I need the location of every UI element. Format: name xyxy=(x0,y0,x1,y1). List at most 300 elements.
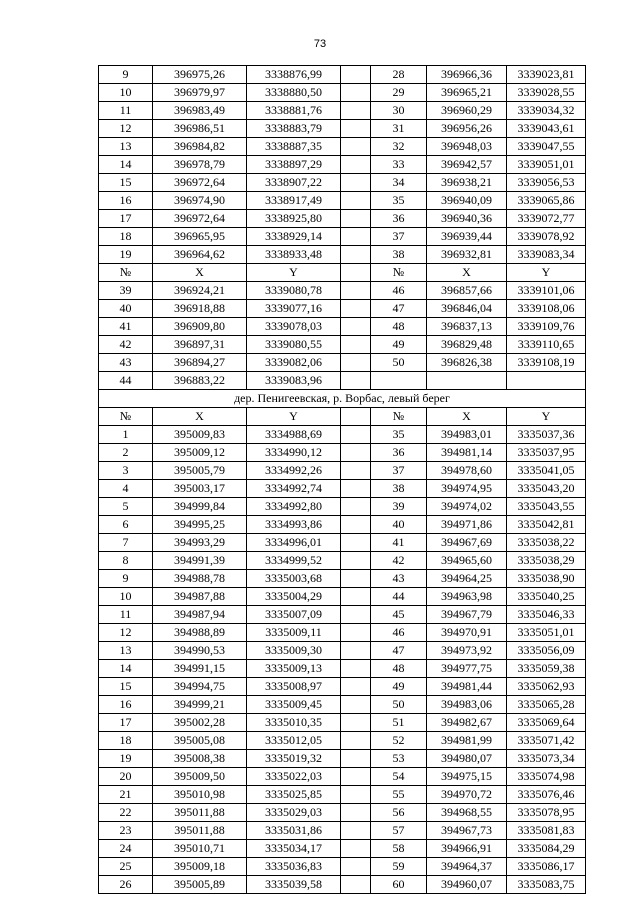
cell-point-number-left: 43 xyxy=(99,354,153,372)
cell-y-left: 3335034,17 xyxy=(247,840,341,858)
cell-x-right: 394981,44 xyxy=(427,678,507,696)
table-row xyxy=(99,426,586,444)
cell-point-number-left: 42 xyxy=(99,336,153,354)
table-row xyxy=(99,246,586,264)
cell-point-number-right: 38 xyxy=(371,246,427,264)
cell-point-number-left: 23 xyxy=(99,822,153,840)
cell-x-right: 394964,25 xyxy=(427,570,507,588)
cell-empty-col xyxy=(341,120,371,138)
table-row xyxy=(99,876,586,894)
cell-y-right: 3339110,65 xyxy=(507,336,586,354)
cell-y-left: 3334992,80 xyxy=(247,498,341,516)
table-row xyxy=(99,462,586,480)
cell-point-number-left: 10 xyxy=(99,84,153,102)
cell-x-left: 394990,53 xyxy=(153,642,247,660)
cell-x-right: 394970,91 xyxy=(427,624,507,642)
cell-empty-col xyxy=(341,426,371,444)
table-row xyxy=(99,84,586,102)
cell-y-left: 3335009,11 xyxy=(247,624,341,642)
cell-y-right: 3339078,92 xyxy=(507,228,586,246)
table-row xyxy=(99,156,586,174)
cell-x-right: 396948,03 xyxy=(427,138,507,156)
cell-y-left: 3338880,50 xyxy=(247,84,341,102)
cell-y-right: 3335043,55 xyxy=(507,498,586,516)
table-row xyxy=(99,282,586,300)
cell-x-left: 396978,79 xyxy=(153,156,247,174)
cell-y-left: 3335039,58 xyxy=(247,876,341,894)
cell-x-left: 395008,38 xyxy=(153,750,247,768)
cell-x-right: 394966,91 xyxy=(427,840,507,858)
cell-x-left: 396918,88 xyxy=(153,300,247,318)
cell-empty-col xyxy=(341,696,371,714)
header-empty-col xyxy=(341,264,371,282)
table-row xyxy=(99,210,586,228)
cell-y-left: 3338907,22 xyxy=(247,174,341,192)
cell-y-left: 3338933,48 xyxy=(247,246,341,264)
cell-x-left: 395003,17 xyxy=(153,480,247,498)
cell-point-number-right: 32 xyxy=(371,138,427,156)
cell-x-right: 394981,14 xyxy=(427,444,507,462)
cell-point-number-right: 48 xyxy=(371,660,427,678)
cell-x-right: 394967,69 xyxy=(427,534,507,552)
cell-empty-col xyxy=(341,588,371,606)
header-point-number-right: № xyxy=(371,408,427,426)
cell-point-number-left: 25 xyxy=(99,858,153,876)
cell-y-left: 3335025,85 xyxy=(247,786,341,804)
cell-x-right: 394965,60 xyxy=(427,552,507,570)
cell-empty-col xyxy=(341,84,371,102)
cell-x-left: 396975,26 xyxy=(153,66,247,84)
cell-y-right: 3335040,25 xyxy=(507,588,586,606)
cell-empty-col xyxy=(341,606,371,624)
table-row xyxy=(99,606,586,624)
cell-y-right: 3339034,32 xyxy=(507,102,586,120)
cell-empty-col xyxy=(341,444,371,462)
cell-x-right xyxy=(427,372,507,390)
cell-y-left: 3335009,45 xyxy=(247,696,341,714)
cell-point-number-left: 22 xyxy=(99,804,153,822)
table-row xyxy=(99,120,586,138)
cell-point-number-right: 33 xyxy=(371,156,427,174)
cell-point-number-right: 58 xyxy=(371,840,427,858)
cell-point-number-right: 52 xyxy=(371,732,427,750)
header-point-number-left: № xyxy=(99,264,153,282)
header-point-number-right: № xyxy=(371,264,427,282)
cell-x-left: 396894,27 xyxy=(153,354,247,372)
cell-point-number-right: 37 xyxy=(371,462,427,480)
cell-x-left: 396972,64 xyxy=(153,174,247,192)
cell-x-right: 394981,99 xyxy=(427,732,507,750)
cell-y-left: 3339078,03 xyxy=(247,318,341,336)
cell-y-right: 3339051,01 xyxy=(507,156,586,174)
cell-x-left: 396964,62 xyxy=(153,246,247,264)
cell-point-number-right: 47 xyxy=(371,300,427,318)
cell-empty-col xyxy=(341,102,371,120)
cell-point-number-right: 50 xyxy=(371,354,427,372)
table-row xyxy=(99,804,586,822)
table-row xyxy=(99,192,586,210)
table-row xyxy=(99,588,586,606)
cell-x-right: 394983,06 xyxy=(427,696,507,714)
cell-y-right: 3335041,05 xyxy=(507,462,586,480)
cell-x-left: 396986,51 xyxy=(153,120,247,138)
cell-empty-col xyxy=(341,516,371,534)
cell-point-number-left: 18 xyxy=(99,732,153,750)
cell-y-left: 3339077,16 xyxy=(247,300,341,318)
cell-empty-col xyxy=(341,138,371,156)
cell-empty-col xyxy=(341,534,371,552)
cell-x-right: 396942,57 xyxy=(427,156,507,174)
header-x-left: X xyxy=(153,264,247,282)
cell-y-right: 3335071,42 xyxy=(507,732,586,750)
cell-y-right: 3339065,86 xyxy=(507,192,586,210)
cell-y-right: 3335037,36 xyxy=(507,426,586,444)
cell-point-number-left: 39 xyxy=(99,282,153,300)
cell-y-right: 3335038,22 xyxy=(507,534,586,552)
header-y-left: Y xyxy=(247,264,341,282)
cell-point-number-right: 36 xyxy=(371,444,427,462)
cell-empty-col xyxy=(341,354,371,372)
cell-empty-col xyxy=(341,660,371,678)
cell-point-number-left: 7 xyxy=(99,534,153,552)
cell-empty-col xyxy=(341,462,371,480)
cell-x-left: 395011,88 xyxy=(153,804,247,822)
cell-point-number-right: 38 xyxy=(371,480,427,498)
cell-x-right: 396938,21 xyxy=(427,174,507,192)
table-row xyxy=(99,318,586,336)
cell-y-right: 3335059,38 xyxy=(507,660,586,678)
header-y-right: Y xyxy=(507,264,586,282)
cell-y-right: 3339043,61 xyxy=(507,120,586,138)
cell-y-right: 3335065,28 xyxy=(507,696,586,714)
cell-empty-col xyxy=(341,786,371,804)
cell-x-right: 396940,09 xyxy=(427,192,507,210)
cell-empty-col xyxy=(341,750,371,768)
cell-x-left: 395005,79 xyxy=(153,462,247,480)
cell-y-left: 3335009,30 xyxy=(247,642,341,660)
cell-empty-col xyxy=(341,300,371,318)
cell-x-right: 396846,04 xyxy=(427,300,507,318)
cell-point-number-left: 10 xyxy=(99,588,153,606)
cell-x-left: 394999,84 xyxy=(153,498,247,516)
cell-point-number-right xyxy=(371,372,427,390)
cell-y-right: 3335043,20 xyxy=(507,480,586,498)
cell-y-left: 3338929,14 xyxy=(247,228,341,246)
cell-point-number-left: 11 xyxy=(99,606,153,624)
cell-point-number-left: 6 xyxy=(99,516,153,534)
cell-point-number-left: 41 xyxy=(99,318,153,336)
cell-x-left: 395009,50 xyxy=(153,768,247,786)
cell-x-left: 394994,75 xyxy=(153,678,247,696)
table-row xyxy=(99,552,586,570)
cell-point-number-right: 44 xyxy=(371,588,427,606)
cell-point-number-left: 3 xyxy=(99,462,153,480)
cell-point-number-left: 24 xyxy=(99,840,153,858)
cell-y-right: 3335076,46 xyxy=(507,786,586,804)
cell-x-right: 394967,79 xyxy=(427,606,507,624)
cell-x-left: 396979,97 xyxy=(153,84,247,102)
cell-empty-col xyxy=(341,282,371,300)
cell-y-left: 3335022,03 xyxy=(247,768,341,786)
cell-point-number-right: 36 xyxy=(371,210,427,228)
cell-x-left: 394991,39 xyxy=(153,552,247,570)
cell-point-number-right: 29 xyxy=(371,84,427,102)
cell-point-number-left: 17 xyxy=(99,210,153,228)
cell-y-left: 3338917,49 xyxy=(247,192,341,210)
cell-empty-col xyxy=(341,192,371,210)
cell-x-left: 394988,89 xyxy=(153,624,247,642)
cell-x-left: 396974,90 xyxy=(153,192,247,210)
cell-y-left: 3335003,68 xyxy=(247,570,341,588)
cell-empty-col xyxy=(341,678,371,696)
cell-point-number-left: 2 xyxy=(99,444,153,462)
cell-point-number-right: 39 xyxy=(371,498,427,516)
cell-y-left: 3335012,05 xyxy=(247,732,341,750)
cell-point-number-right: 46 xyxy=(371,624,427,642)
cell-y-left: 3334990,12 xyxy=(247,444,341,462)
table-row xyxy=(99,444,586,462)
cell-x-right: 396837,13 xyxy=(427,318,507,336)
cell-x-right: 396829,48 xyxy=(427,336,507,354)
cell-point-number-left: 14 xyxy=(99,156,153,174)
cell-empty-col xyxy=(341,624,371,642)
table-row xyxy=(99,354,586,372)
cell-x-left: 394987,94 xyxy=(153,606,247,624)
cell-point-number-left: 11 xyxy=(99,102,153,120)
cell-y-left: 3335010,35 xyxy=(247,714,341,732)
cell-y-left: 3334992,26 xyxy=(247,462,341,480)
cell-x-right: 396826,38 xyxy=(427,354,507,372)
cell-point-number-right: 59 xyxy=(371,858,427,876)
cell-x-right: 394980,07 xyxy=(427,750,507,768)
cell-x-left: 395005,08 xyxy=(153,732,247,750)
cell-y-right: 3335051,01 xyxy=(507,624,586,642)
table-row xyxy=(99,858,586,876)
cell-point-number-right: 37 xyxy=(371,228,427,246)
table-row xyxy=(99,480,586,498)
cell-empty-col xyxy=(341,66,371,84)
table-row xyxy=(99,660,586,678)
header-x-right: X xyxy=(427,264,507,282)
cell-y-right: 3335081,83 xyxy=(507,822,586,840)
table-row xyxy=(99,822,586,840)
cell-x-right: 396960,29 xyxy=(427,102,507,120)
cell-y-right: 3339108,19 xyxy=(507,354,586,372)
cell-x-right: 394977,75 xyxy=(427,660,507,678)
header-x-left: X xyxy=(153,408,247,426)
cell-y-right: 3339109,76 xyxy=(507,318,586,336)
cell-point-number-right: 53 xyxy=(371,750,427,768)
cell-point-number-left: 13 xyxy=(99,642,153,660)
cell-point-number-right: 35 xyxy=(371,192,427,210)
cell-y-right: 3339028,55 xyxy=(507,84,586,102)
table-row xyxy=(99,642,586,660)
table-row xyxy=(99,732,586,750)
cell-point-number-right: 57 xyxy=(371,822,427,840)
cell-x-right: 396939,44 xyxy=(427,228,507,246)
table-row xyxy=(99,750,586,768)
cell-y-left: 3334993,86 xyxy=(247,516,341,534)
cell-x-right: 396857,66 xyxy=(427,282,507,300)
cell-x-left: 396924,21 xyxy=(153,282,247,300)
cell-y-left: 3339080,55 xyxy=(247,336,341,354)
cell-y-right: 3335038,29 xyxy=(507,552,586,570)
cell-x-left: 395010,71 xyxy=(153,840,247,858)
cell-y-left: 3334992,74 xyxy=(247,480,341,498)
cell-empty-col xyxy=(341,858,371,876)
table-row xyxy=(99,534,586,552)
cell-y-right: 3339023,81 xyxy=(507,66,586,84)
cell-point-number-right: 49 xyxy=(371,336,427,354)
cell-x-left: 395009,18 xyxy=(153,858,247,876)
cell-point-number-left: 15 xyxy=(99,174,153,192)
cell-point-number-right: 56 xyxy=(371,804,427,822)
cell-empty-col xyxy=(341,570,371,588)
cell-y-right: 3339108,06 xyxy=(507,300,586,318)
cell-empty-col xyxy=(341,768,371,786)
cell-point-number-right: 46 xyxy=(371,282,427,300)
cell-x-left: 396972,64 xyxy=(153,210,247,228)
cell-y-left: 3335007,09 xyxy=(247,606,341,624)
cell-empty-col xyxy=(341,876,371,894)
cell-y-left: 3338876,99 xyxy=(247,66,341,84)
cell-y-left: 3335036,83 xyxy=(247,858,341,876)
cell-x-left: 395011,88 xyxy=(153,822,247,840)
cell-x-left: 396897,31 xyxy=(153,336,247,354)
cell-point-number-left: 20 xyxy=(99,768,153,786)
cell-empty-col xyxy=(341,318,371,336)
cell-point-number-right: 45 xyxy=(371,606,427,624)
cell-empty-col xyxy=(341,642,371,660)
cell-point-number-right: 35 xyxy=(371,426,427,444)
cell-y-left: 3335008,97 xyxy=(247,678,341,696)
cell-empty-col xyxy=(341,732,371,750)
cell-y-right: 3335069,64 xyxy=(507,714,586,732)
cell-x-right: 396932,81 xyxy=(427,246,507,264)
table-row xyxy=(99,696,586,714)
cell-point-number-left: 44 xyxy=(99,372,153,390)
table-row xyxy=(99,300,586,318)
cell-y-right: 3335056,09 xyxy=(507,642,586,660)
cell-empty-col xyxy=(341,228,371,246)
table-row xyxy=(99,516,586,534)
cell-y-right: 3335038,90 xyxy=(507,570,586,588)
cell-y-right: 3339083,34 xyxy=(507,246,586,264)
cell-y-left: 3334996,01 xyxy=(247,534,341,552)
cell-y-right: 3335084,29 xyxy=(507,840,586,858)
cell-x-left: 395005,89 xyxy=(153,876,247,894)
cell-x-right: 396966,36 xyxy=(427,66,507,84)
cell-empty-col xyxy=(341,552,371,570)
cell-y-right: 3339101,06 xyxy=(507,282,586,300)
cell-x-right: 394964,37 xyxy=(427,858,507,876)
cell-y-left: 3335029,03 xyxy=(247,804,341,822)
cell-x-right: 396965,21 xyxy=(427,84,507,102)
cell-y-right: 3335086,17 xyxy=(507,858,586,876)
header-row xyxy=(99,408,586,426)
table-row xyxy=(99,624,586,642)
cell-y-left: 3335004,29 xyxy=(247,588,341,606)
cell-empty-col xyxy=(341,246,371,264)
cell-y-left: 3338897,29 xyxy=(247,156,341,174)
cell-y-left: 3335009,13 xyxy=(247,660,341,678)
page-number: 73 xyxy=(313,38,327,50)
cell-empty-col xyxy=(341,336,371,354)
header-point-number-left: № xyxy=(99,408,153,426)
cell-y-right: 3335062,93 xyxy=(507,678,586,696)
cell-x-left: 394993,29 xyxy=(153,534,247,552)
header-row xyxy=(99,264,586,282)
cell-x-left: 394991,15 xyxy=(153,660,247,678)
cell-y-left: 3334988,69 xyxy=(247,426,341,444)
cell-x-left: 396984,82 xyxy=(153,138,247,156)
cell-point-number-left: 13 xyxy=(99,138,153,156)
cell-x-left: 395009,12 xyxy=(153,444,247,462)
cell-x-left: 395002,28 xyxy=(153,714,247,732)
table-row xyxy=(99,174,586,192)
cell-y-right: 3335046,33 xyxy=(507,606,586,624)
cell-point-number-left: 26 xyxy=(99,876,153,894)
cell-y-left: 3339082,06 xyxy=(247,354,341,372)
cell-point-number-left: 12 xyxy=(99,120,153,138)
cell-y-right xyxy=(507,372,586,390)
cell-point-number-right: 34 xyxy=(371,174,427,192)
cell-x-left: 394999,21 xyxy=(153,696,247,714)
cell-point-number-left: 1 xyxy=(99,426,153,444)
cell-y-left: 3338883,79 xyxy=(247,120,341,138)
cell-y-right: 3339047,55 xyxy=(507,138,586,156)
cell-empty-col xyxy=(341,174,371,192)
cell-x-right: 394970,72 xyxy=(427,786,507,804)
cell-x-right: 394968,55 xyxy=(427,804,507,822)
cell-y-left: 3338887,35 xyxy=(247,138,341,156)
cell-x-left: 394995,25 xyxy=(153,516,247,534)
cell-point-number-left: 15 xyxy=(99,678,153,696)
cell-empty-col xyxy=(341,372,371,390)
header-y-left: Y xyxy=(247,408,341,426)
cell-empty-col xyxy=(341,840,371,858)
cell-x-left: 396965,95 xyxy=(153,228,247,246)
cell-point-number-left: 5 xyxy=(99,498,153,516)
cell-y-right: 3339072,77 xyxy=(507,210,586,228)
header-y-right: Y xyxy=(507,408,586,426)
cell-y-left: 3339083,96 xyxy=(247,372,341,390)
cell-x-left: 395010,98 xyxy=(153,786,247,804)
cell-x-left: 394987,88 xyxy=(153,588,247,606)
cell-point-number-left: 14 xyxy=(99,660,153,678)
cell-x-right: 394974,95 xyxy=(427,480,507,498)
cell-empty-col xyxy=(341,804,371,822)
cell-point-number-left: 18 xyxy=(99,228,153,246)
table-row xyxy=(99,228,586,246)
cell-point-number-right: 55 xyxy=(371,786,427,804)
cell-point-number-right: 42 xyxy=(371,552,427,570)
cell-x-right: 396940,36 xyxy=(427,210,507,228)
cell-point-number-left: 16 xyxy=(99,696,153,714)
table-row xyxy=(99,372,586,390)
cell-x-left: 396883,22 xyxy=(153,372,247,390)
table-row xyxy=(99,678,586,696)
cell-empty-col xyxy=(341,714,371,732)
cell-point-number-right: 41 xyxy=(371,534,427,552)
cell-point-number-left: 19 xyxy=(99,750,153,768)
cell-point-number-right: 51 xyxy=(371,714,427,732)
cell-x-right: 394973,92 xyxy=(427,642,507,660)
cell-point-number-right: 40 xyxy=(371,516,427,534)
table-row xyxy=(99,786,586,804)
cell-x-left: 396983,49 xyxy=(153,102,247,120)
cell-y-right: 3335083,75 xyxy=(507,876,586,894)
